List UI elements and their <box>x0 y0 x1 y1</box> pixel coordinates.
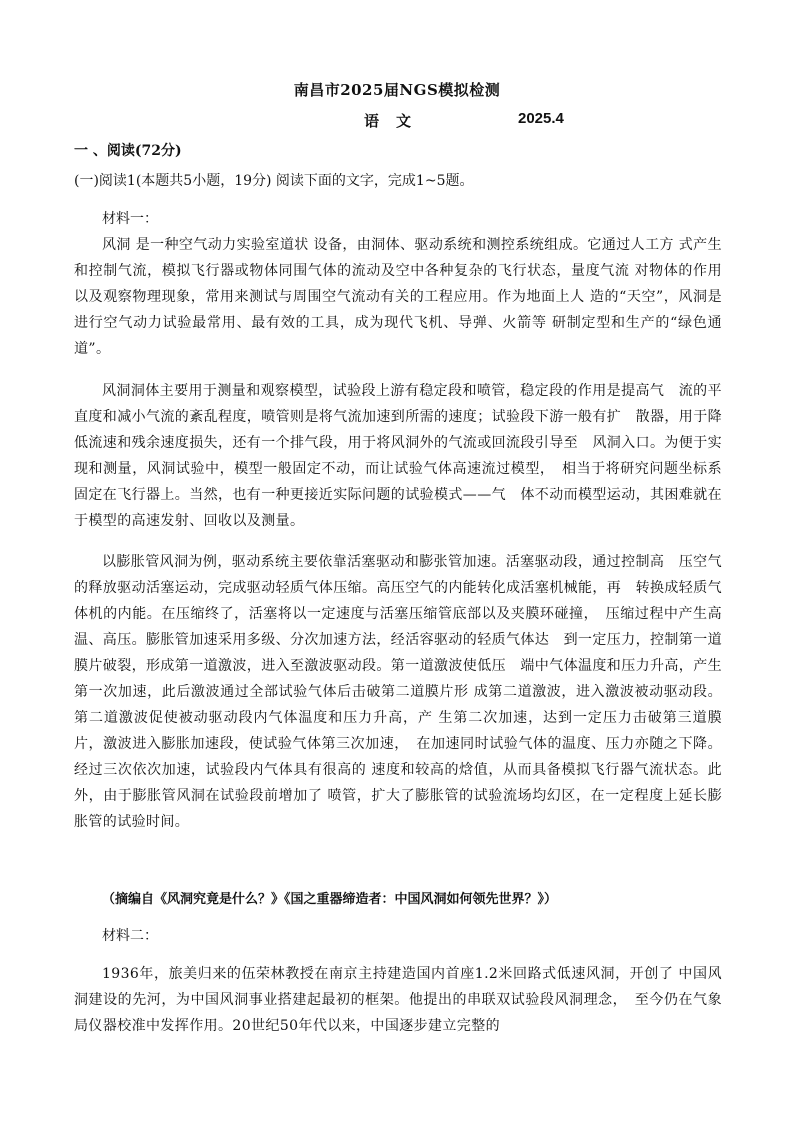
material-one-paragraph-2: 风洞洞体主要用于测量和观察模型，试验段上游有稳定段和喷管，稳定段的作用是提高气 流的平直度和减小气流的紊乱程度，喷管则是将气流加速到所需的速度；试验段下游一般有扩 散器，用于降低流速和残余速度损失，还有一个排气段，用于将风洞外的气流或回流段引导至 风洞入口。为便于实现和测量，风洞试验中，模型一般固定不动，而让试验气体高速流过模型， 相当于将研究问题坐标系固定在飞行器上。当然，也有一种更接近实际问题的试验模式——气 体不动而模型运动，其困难就在于模型的高速发射、回收以及测量。 <box>74 383 722 529</box>
material-one-label: 材料一： <box>102 211 158 227</box>
section-heading: 一 、阅读(72分) <box>74 143 182 159</box>
exam-title: 南昌市2025届NGS模拟检测 <box>293 81 501 99</box>
exam-date: 2025.4 <box>518 110 564 127</box>
question-heading: (一)阅读1(本题共5小题，19分) 阅读下面的文字，完成1~5题。 <box>74 173 474 189</box>
source-citation: （摘编自《风洞究竟是什么？》《国之重器缔造者：中国风洞如何领先世界？》） <box>102 892 558 907</box>
material-one-paragraph-1: 风洞 是一种空气动力实验室道状 设备，由洞体、驱动系统和测控系统组成。它通过人工方 式产生和控制气流，模拟飞行器或物体同围气体的流动及空中各种复杂的飞行状态，量度气流 对物体的作用以及观察物理现象，常用来测试与周围空气流动有关的工程应用。作为地面上人 造的“天空”，风洞是进行空气动力试验最常用、最有效的工具，成为现代飞机、导弹、火箭等 研制定型和生产的“绿色通道”。 <box>74 237 722 357</box>
material-two-paragraph: 1936年，旅美归来的伍荣林教授在南京主持建造国内首座1.2米回路式低速风洞，开创了 中国风洞建设的先河，为中国风洞事业搭建起最初的框架。他提出的串联双试验段风洞理念， 至今仍在气象局仪器校准中发挥作用。20世纪50年代以来，中国逐步建立完整的 <box>74 966 722 1034</box>
material-one-paragraph-3: 以膨胀管风洞为例，驱动系统主要依靠活塞驱动和膨张管加速。活塞驱动段，通过控制高 压空气的释放驱动活塞运动，完成驱动轻质气体压缩。高压空气的内能转化成活塞机械能，再 转换成轻质气体机的内能。在压缩终了，活塞将以一定速度与活塞压缩管底部以及夹膜环碰撞， 压缩过程中产生高温、高压。膨胀管加速采用多级、分次加速方法，经活容驱动的轻质气体达 到一定压力，控制第一道膜片破裂，形成第一道激波，进入至激波驱动段。第一道激波使低压 端中气体温度和压力升高，产生第一次加速，此后激波通过全部试验气体后击破第二道膜片形 成第二道激波，进入激波被动驱动段。第二道激波促使被动驱动段内气体温度和压力升高，产 生第二次加速，达到一定压力击破第三道膜片，激波进入膨胀加速段，使试验气体第三次加速， 在加速同时试验气体的温度、压力亦随之下降。经过三次依次加速，试验段内气体具有很高的 速度和较高的焓值，从而具备模拟飞行器气流状态。此外，由于膨胀管风洞在试验段前增加了 喷管，扩大了膨胀管的试验流场均幻区，在一定程度上延长膨胀管的试验时间。 <box>74 554 722 830</box>
material-two-label: 材料二： <box>102 928 158 944</box>
subject-label: 语 文 <box>364 112 413 130</box>
